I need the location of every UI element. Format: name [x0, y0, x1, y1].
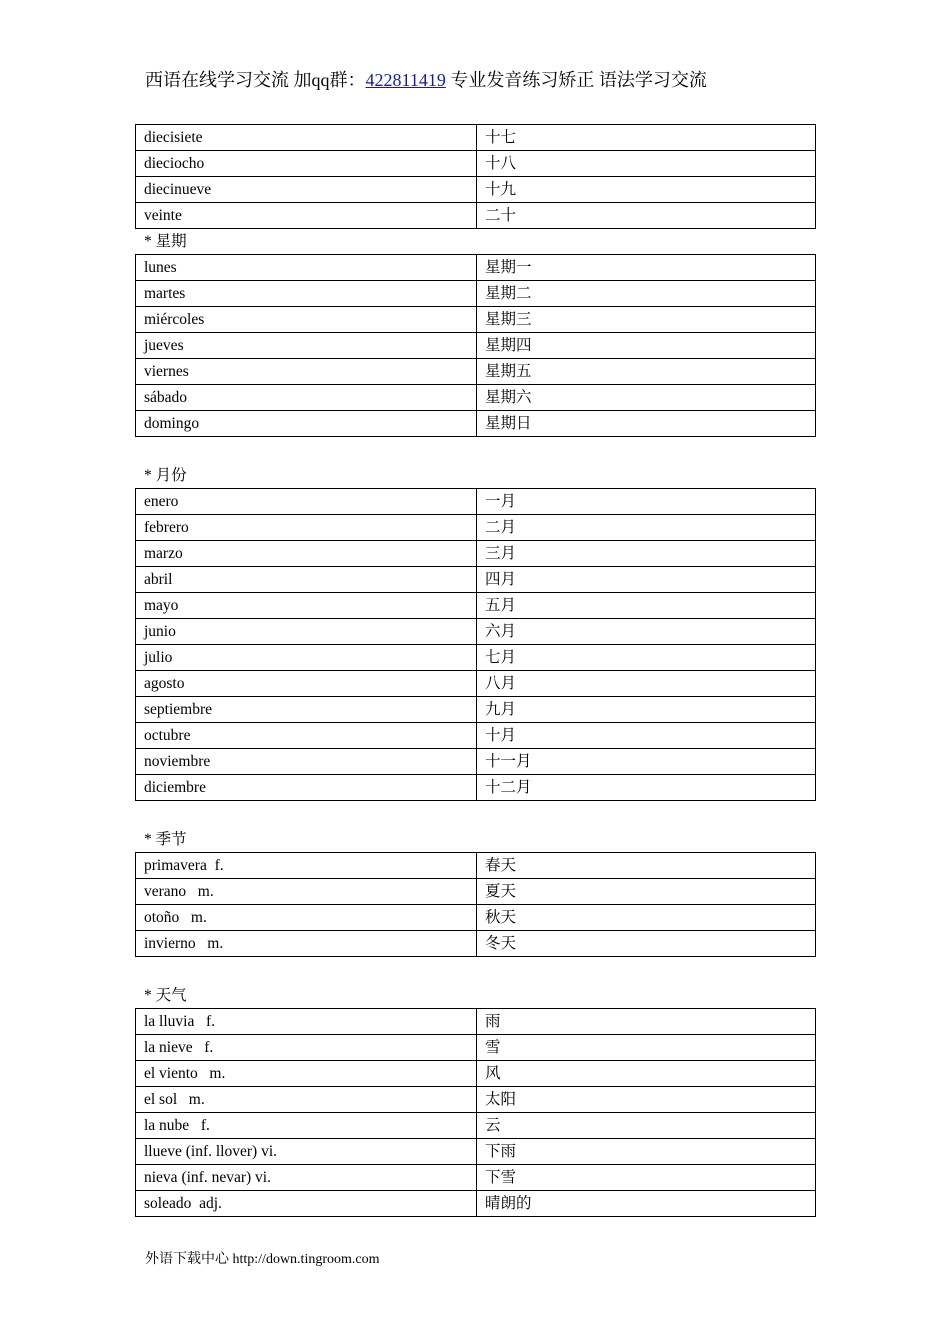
numbers-table	[135, 124, 816, 229]
chinese-word: 十二月	[477, 775, 816, 801]
table-row	[136, 1087, 816, 1113]
spanish-word: mayo	[136, 593, 477, 619]
table-row	[136, 411, 816, 437]
spanish-word: marzo	[136, 541, 477, 567]
table-row	[136, 1191, 816, 1217]
table-row	[136, 255, 816, 281]
spanish-word: enero	[136, 489, 477, 515]
spanish-word: la nube f.	[136, 1113, 477, 1139]
table-row	[136, 515, 816, 541]
vocabulary-content	[135, 124, 816, 1217]
table-row	[136, 775, 816, 801]
chinese-word: 星期一	[477, 255, 816, 281]
chinese-word: 二月	[477, 515, 816, 541]
table-row	[136, 723, 816, 749]
chinese-word: 十月	[477, 723, 816, 749]
spanish-word: la lluvia f.	[136, 1009, 477, 1035]
spanish-word: sábado	[136, 385, 477, 411]
section-spacer	[135, 801, 816, 827]
spanish-word: nieva (inf. nevar) vi.	[136, 1165, 477, 1191]
spanish-word: viernes	[136, 359, 477, 385]
section-spacer	[135, 957, 816, 983]
chinese-word: 春天	[477, 853, 816, 879]
spanish-word: soleado adj.	[136, 1191, 477, 1217]
spanish-word: junio	[136, 619, 477, 645]
table-row	[136, 489, 816, 515]
chinese-word: 四月	[477, 567, 816, 593]
table-row	[136, 151, 816, 177]
weekdays-table	[135, 254, 816, 437]
chinese-word: 十七	[477, 125, 816, 151]
chinese-word: 风	[477, 1061, 816, 1087]
header-prefix: 西语在线学习交流 加qq群：	[145, 70, 366, 90]
table-row	[136, 749, 816, 775]
table-row	[136, 307, 816, 333]
chinese-word: 一月	[477, 489, 816, 515]
chinese-word: 星期六	[477, 385, 816, 411]
section-spacer	[135, 437, 816, 463]
table-row	[136, 593, 816, 619]
chinese-word: 星期三	[477, 307, 816, 333]
spanish-word: agosto	[136, 671, 477, 697]
spanish-word: lunes	[136, 255, 477, 281]
spanish-word: febrero	[136, 515, 477, 541]
table-row	[136, 853, 816, 879]
table-row	[136, 281, 816, 307]
spanish-word: miércoles	[136, 307, 477, 333]
chinese-word: 夏天	[477, 879, 816, 905]
spanish-word: diecinueve	[136, 177, 477, 203]
seasons-table	[135, 852, 816, 957]
chinese-word: 下雪	[477, 1165, 816, 1191]
spanish-word: domingo	[136, 411, 477, 437]
table-row	[136, 177, 816, 203]
chinese-word: 五月	[477, 593, 816, 619]
chinese-word: 雨	[477, 1009, 816, 1035]
chinese-word: 十九	[477, 177, 816, 203]
chinese-word: 星期日	[477, 411, 816, 437]
chinese-word: 十一月	[477, 749, 816, 775]
chinese-word: 十八	[477, 151, 816, 177]
chinese-word: 下雨	[477, 1139, 816, 1165]
table-row	[136, 619, 816, 645]
chinese-word: 八月	[477, 671, 816, 697]
spanish-word: julio	[136, 645, 477, 671]
page-header	[145, 66, 707, 92]
spanish-word: martes	[136, 281, 477, 307]
spanish-word: llueve (inf. llover) vi.	[136, 1139, 477, 1165]
spanish-word: diciembre	[136, 775, 477, 801]
table-row	[136, 905, 816, 931]
table-row	[136, 645, 816, 671]
spanish-word: septiembre	[136, 697, 477, 723]
table-row	[136, 541, 816, 567]
section-title-months: * 月份	[144, 467, 187, 484]
table-row	[136, 671, 816, 697]
spanish-word: primavera f.	[136, 853, 477, 879]
spanish-word: verano m.	[136, 879, 477, 905]
spanish-word: noviembre	[136, 749, 477, 775]
spanish-word: abril	[136, 567, 477, 593]
qq-group-link[interactable]: 422811419	[365, 70, 446, 90]
table-row	[136, 1165, 816, 1191]
table-row	[136, 1113, 816, 1139]
table-row	[136, 333, 816, 359]
spanish-word: otoño m.	[136, 905, 477, 931]
table-row	[136, 567, 816, 593]
chinese-word: 星期四	[477, 333, 816, 359]
chinese-word: 六月	[477, 619, 816, 645]
table-row	[136, 879, 816, 905]
spanish-word: el sol m.	[136, 1087, 477, 1113]
table-row	[136, 203, 816, 229]
months-table	[135, 488, 816, 801]
chinese-word: 冬天	[477, 931, 816, 957]
table-row	[136, 385, 816, 411]
spanish-word: diecisiete	[136, 125, 477, 151]
chinese-word: 秋天	[477, 905, 816, 931]
section-title-weekdays: * 星期	[144, 233, 187, 250]
chinese-word: 三月	[477, 541, 816, 567]
table-row	[136, 1139, 816, 1165]
chinese-word: 七月	[477, 645, 816, 671]
chinese-word: 九月	[477, 697, 816, 723]
table-row	[136, 931, 816, 957]
chinese-word: 星期二	[477, 281, 816, 307]
table-row	[136, 125, 816, 151]
chinese-word: 雪	[477, 1035, 816, 1061]
chinese-word: 太阳	[477, 1087, 816, 1113]
table-row	[136, 1009, 816, 1035]
spanish-word: jueves	[136, 333, 477, 359]
chinese-word: 星期五	[477, 359, 816, 385]
header-suffix: 专业发音练习矫正 语法学习交流	[445, 70, 707, 90]
section-title-weather: * 天气	[144, 987, 187, 1004]
table-row	[136, 1035, 816, 1061]
page-footer: 外语下载中心 http://down.tingroom.com	[145, 1252, 380, 1267]
spanish-word: invierno m.	[136, 931, 477, 957]
weather-table	[135, 1008, 816, 1217]
chinese-word: 晴朗的	[477, 1191, 816, 1217]
spanish-word: octubre	[136, 723, 477, 749]
spanish-word: dieciocho	[136, 151, 477, 177]
spanish-word: el viento m.	[136, 1061, 477, 1087]
chinese-word: 二十	[477, 203, 816, 229]
spanish-word: veinte	[136, 203, 477, 229]
table-row	[136, 697, 816, 723]
chinese-word: 云	[477, 1113, 816, 1139]
section-title-seasons: * 季节	[144, 831, 187, 848]
spanish-word: la nieve f.	[136, 1035, 477, 1061]
table-row	[136, 359, 816, 385]
table-row	[136, 1061, 816, 1087]
